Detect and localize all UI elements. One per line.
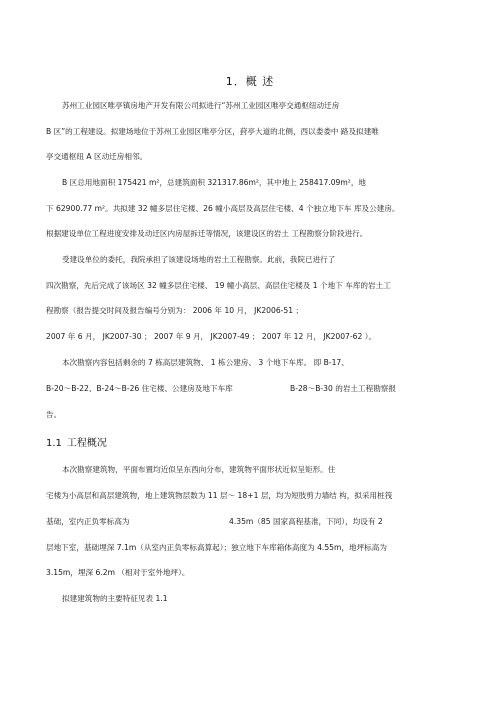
paragraph-line: 亭交通枢纽 A 区动迁房相邻。: [46, 152, 148, 161]
paragraph-line: 基础，室内正负零标高为: [46, 517, 130, 526]
paragraph-line: 拟建建筑物的主要特征见表 1.1: [62, 594, 168, 603]
paragraph-line: 4.35m（85 国家高程基准，下同），均设有 2: [229, 517, 383, 526]
paragraph-line: 本次勘察建筑物，平面布置均近似呈东西向分布，建筑物平面形状近似呈矩形。住: [62, 465, 336, 474]
paragraph-line: B 区总用地面积 175421 m²，总建筑面积 321317.86m²，其中地上 258417.09m²，地: [62, 178, 366, 187]
paragraph-line: B-28～B-30 的岩土工程勘察报: [290, 384, 396, 393]
paragraph-line: 根据建设单位工程进度安排及动迁区内房屋拆迁等情况，该建设区的岩土 工程勘察分阶段进行。: [46, 229, 368, 238]
paragraph-line: 层地下室，基础埋深 7.1m（从室内正负零标高算起）；独立地下车库箱体高度为 4.55m，地坪标高为: [46, 543, 387, 552]
paragraph-line: 受建设单位的委托，我院承担了该建设场地的岩土工程勘察。此前，我院已进行了: [62, 255, 336, 264]
paragraph-line: 下 62900.77 m²。共拟建 32 幢多层住宅楼、26 幢小高层及高层住宅楼、4 个独立地下车 库及公建房。: [46, 204, 400, 213]
paragraph-line: B 区”的工程建设。拟建场地位于苏州工业园区唯亭分区，葑亭大道的北侧，西以娄娄中 路及拟建唯: [46, 127, 379, 136]
paragraph-line: 四次勘察，先后完成了该场区 32 幢多层住宅楼、 19 幢小高层、高层住宅楼及 1 个地下 车库的岩土工: [46, 281, 391, 290]
section-number: 1.1: [46, 438, 62, 449]
paragraph-line: B-20～B-22、B-24～B-26 住宅楼、公建房及地下车库: [46, 384, 233, 393]
paragraph-line: 本次勘察内容包括剩余的 7 栋高层建筑物、 1 栋公建房、 3 个地下车库。 即 B-17、: [62, 358, 349, 367]
paragraph-line: 告。: [46, 410, 62, 419]
paragraph-line: 宅楼为小高层和高层建筑物，地上建筑物层数为 11 层～ 18+1 层，均为短肢剪力墙结 构，拟采用桩筏: [46, 491, 393, 500]
section-title: 工程概况: [66, 438, 107, 449]
paragraph-line: 程勘察（报告提交时间及报告编号分别为： 2006 年 10 月， JK2006-51 ；: [46, 306, 304, 315]
paragraph-line: 3.15m，埋深 6.2m （相对于室外地坪）。: [46, 568, 190, 577]
section-heading: [46, 438, 107, 450]
document-title: 1．概 述: [225, 75, 275, 88]
paragraph-line: 2007 年 6 月， JK2007-30 ； 2007 年 9 月， JK2007-49 ； 2007 年 12 月， JK2007-62 ）。: [46, 332, 377, 341]
paragraph-line: 苏州工业园区唯亭镇房地产开发有限公司拟进行“苏州工业园区唯亭交通枢纽动迁房: [62, 101, 340, 110]
